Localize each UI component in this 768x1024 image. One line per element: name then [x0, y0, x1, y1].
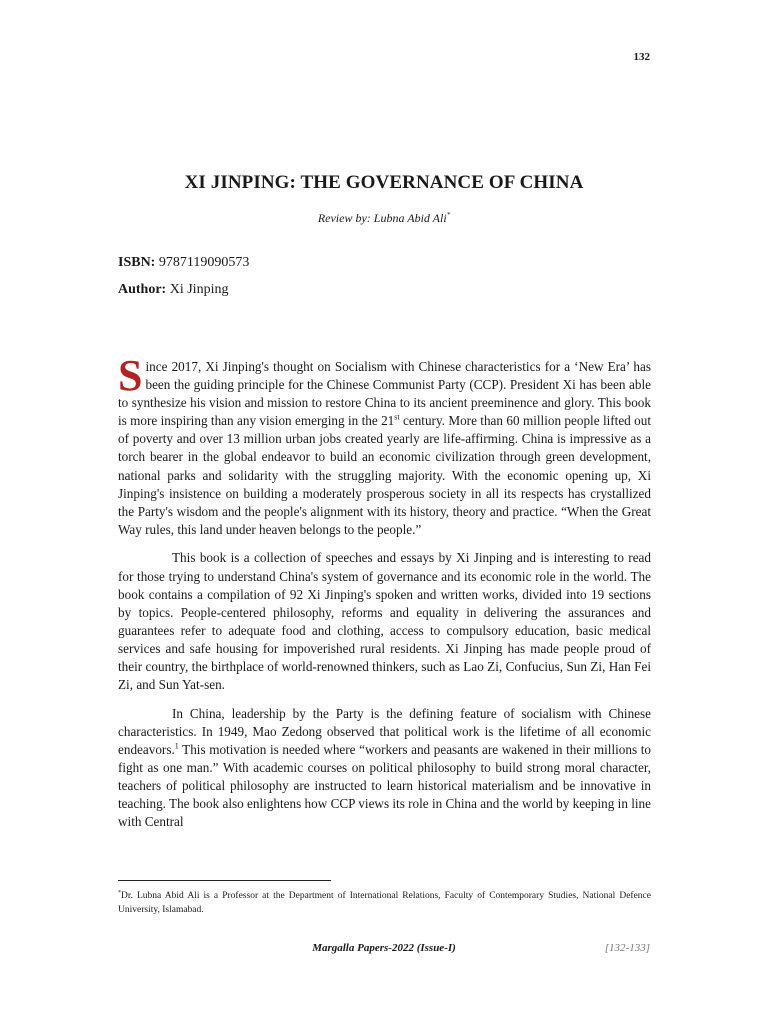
paragraph-1-text-b: century. More than 60 million people lifted out of poverty and over 13 million urban jobs created yearly are life-affirming. China is impressive as a torch bearer in the global endeavor to build an economic civilization through green development, national parks and solidarity with the struggling majority. With the economic opening up, Xi Jinping's insistence on building a moderately prosperous society in all its respects has crystallized the Party's wisdom and the people's alignment with its history, theory and practice. “When the Great Way rules, this land under heaven belongs to the people.”: [118, 413, 652, 537]
paragraph-3-text-a: In China, leadership by the Party is the defining feature of socialism with Chinese characteristics. In 1949, Mao Zedong observed that political work is the lifetime of all economic endeavors.: [118, 705, 651, 757]
paragraph-1: [118, 351, 652, 539]
isbn-value: 9787119090573: [155, 255, 250, 270]
page-range: [132-133]: [604, 942, 650, 954]
paragraph-2: This book is a collection of speeches and essays by Xi Jinping and is interesting to read for those trying to understand China's system of governance and its economic role in the world. The book contains a compilation of 92 Xi Jinping's spoken and written works, divided into 19 sections by topics. People-centered philosophy, reforms and equality in delivering the assurances and guarantees refer to adequate food and clothing, access to compulsory education, basic medical services and safe housing for impoverished rural residents. Xi Jinping has made people proud of their country, the birthplace of world-renowned thinkers, such as Lao Zi, Confucius, Sun Zi, Han Fei Zi, and Sun Yat-sen.: [118, 550, 651, 693]
footnote: [118, 886, 651, 917]
reviewer-footnote-marker[interactable]: *: [446, 211, 451, 219]
paragraph-1-text-a: ince 2017, Xi Jinping's thought on Socialism with Chinese characteristics for a ‘New Era’ has been the guiding principle for the Chinese Communist Party (CCP). President Xi has been able to synthesize his vision and mission to restore China to its ancient preeminence and glory. This book is more inspiring than any vision emerging in the 21: [118, 359, 651, 429]
author-value: Xi Jinping: [166, 282, 229, 297]
reviewer-name: Review by: Lubna Abid Ali: [317, 211, 447, 225]
article-title: XI JINPING: THE GOVERNANCE OF CHINA: [184, 172, 584, 193]
ordinal-superscript: st: [394, 412, 400, 422]
isbn-label: ISBN:: [118, 255, 156, 270]
paragraph-3: [118, 705, 651, 832]
footnote-divider: [118, 880, 331, 881]
article-body: [118, 351, 652, 842]
isbn-line: [118, 255, 249, 271]
paragraph-3-text-b: This motivation is needed where “workers and peasants are wakened in their millions to fight as one man.” With academic courses on political philosophy to build strong moral character, teachers of political philosophy are instructed to learn historical materialism and be innovative in teaching. The book also enlightens how CCP views its role in China and the world by keeping in line with Central: [118, 741, 651, 830]
drop-cap: S: [118, 351, 143, 400]
footnote-text: Dr. Lubna Abid Ali is a Professor at the Department of International Relations, Faculty of Contemporary Studies, National Defence University, Islamabad.: [118, 891, 651, 916]
journal-name: Margalla Papers-2022 (Issue-I): [312, 942, 456, 954]
reviewer-line: [0, 211, 768, 226]
author-line: [118, 282, 228, 298]
footnote-marker: *: [118, 890, 121, 896]
page-number: 132: [633, 51, 650, 63]
footnote-reference-1[interactable]: 1: [174, 741, 179, 751]
author-label: Author:: [118, 282, 167, 297]
